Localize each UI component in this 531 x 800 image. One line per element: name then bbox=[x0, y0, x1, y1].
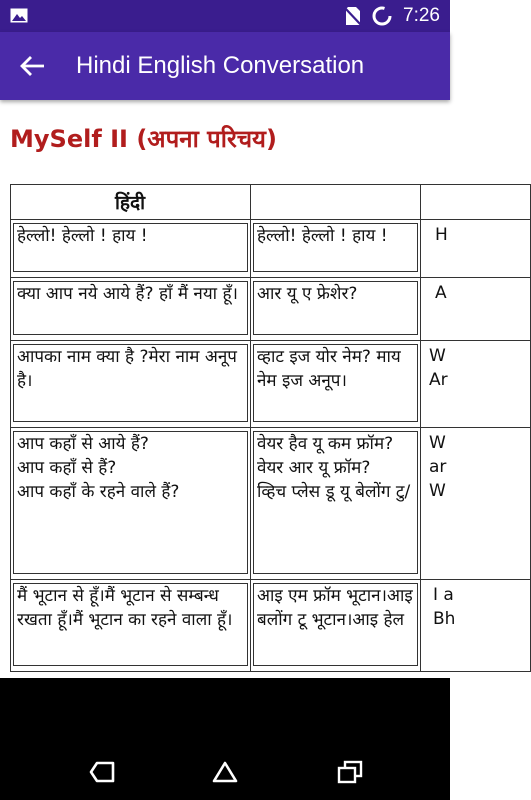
hindi-text: मैं भूटान से हूँ।मैं भूटान से सम्बन्ध रखता हूँ।मैं भूटान का रहने वाला हूँ। bbox=[13, 583, 248, 666]
column-header-english bbox=[421, 185, 531, 220]
hindi-cell bbox=[11, 580, 251, 672]
hindi-cell bbox=[11, 220, 251, 278]
english-cell: I a Bh bbox=[421, 580, 531, 672]
status-bar bbox=[0, 0, 450, 32]
conversation-table-container[interactable] bbox=[0, 184, 456, 678]
english-cell: W Ar bbox=[421, 341, 531, 428]
status-time: 7:26 bbox=[403, 5, 440, 26]
column-header-pronunciation bbox=[251, 185, 421, 220]
home-nav-icon[interactable] bbox=[211, 760, 239, 784]
english-cell: W ar W bbox=[421, 428, 531, 580]
back-nav-icon[interactable] bbox=[88, 760, 116, 784]
pronunciation-cell bbox=[251, 580, 421, 672]
page-heading: MySelf II (अपना परिचय) bbox=[10, 125, 277, 153]
table-row bbox=[11, 580, 531, 672]
hindi-text: क्या आप नये आये हैं? हाँ मैं नया हूँ। bbox=[13, 281, 248, 335]
pronunciation-text: आइ एम फ्रॉम भूटान।आइ बलोंग टू भूटान।आइ हेल bbox=[253, 583, 418, 666]
pronunciation-cell bbox=[251, 278, 421, 341]
app-title: Hindi English Conversation bbox=[76, 52, 365, 79]
pronunciation-text: हेल्लो! हेल्लो ! हाय ! bbox=[253, 223, 418, 272]
hindi-cell bbox=[11, 278, 251, 341]
english-cell: A bbox=[421, 278, 531, 341]
hindi-text: हेल्लो! हेल्लो ! हाय ! bbox=[13, 223, 248, 272]
pronunciation-text: व्हाट इज योर नेम? माय नेम इज अनूप। bbox=[253, 344, 418, 422]
pronunciation-text: वेयर हैव यू कम फ्रॉम? वेयर आर यू फ्रॉम? व्हिच प्लेस डू यू बेलोंग टु/ bbox=[253, 431, 418, 574]
english-cell: H bbox=[421, 220, 531, 278]
no-sim-icon bbox=[345, 6, 361, 26]
pronunciation-cell bbox=[251, 341, 421, 428]
column-header-hindi: हिंदी bbox=[11, 185, 251, 220]
pronunciation-cell bbox=[251, 428, 421, 580]
table-row bbox=[11, 220, 531, 278]
conversation-table bbox=[10, 184, 531, 672]
hindi-text: आपका नाम क्या है ?मेरा नाम अनूप है। bbox=[13, 344, 248, 422]
table-row bbox=[11, 278, 531, 341]
table-header-row bbox=[11, 185, 531, 220]
data-saver-icon bbox=[371, 5, 393, 27]
hindi-text: आप कहाँ से आये हैं? आप कहाँ से हैं? आप कहाँ के रहने वाले हैं? bbox=[13, 431, 248, 574]
hindi-cell bbox=[11, 341, 251, 428]
pronunciation-cell bbox=[251, 220, 421, 278]
pronunciation-text: आर यू ए फ्रेशेर? bbox=[253, 281, 418, 335]
image-notification-icon bbox=[10, 8, 28, 23]
hindi-cell bbox=[11, 428, 251, 580]
recent-apps-icon[interactable] bbox=[336, 760, 364, 784]
app-bar bbox=[0, 32, 450, 100]
table-row bbox=[11, 341, 531, 428]
table-row bbox=[11, 428, 531, 580]
back-arrow-icon[interactable] bbox=[18, 52, 48, 80]
navigation-bar bbox=[0, 678, 450, 800]
